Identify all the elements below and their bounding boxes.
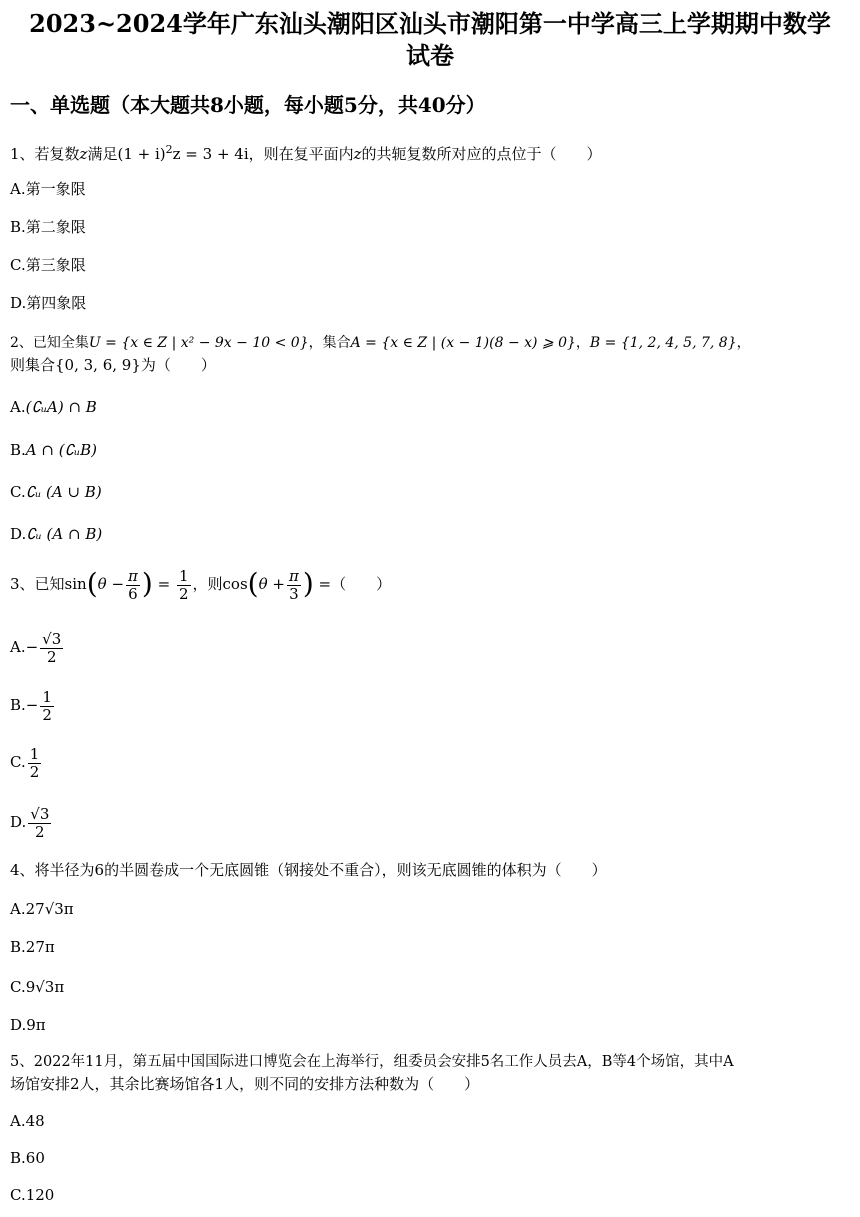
- q2-option-c: [10, 481, 102, 503]
- option-label: C.: [10, 483, 26, 501]
- question-3-stem: [10, 566, 391, 603]
- q3-text: 3、已知: [10, 575, 65, 593]
- q1-var-z: z: [79, 145, 88, 163]
- option-label: C.: [10, 753, 26, 771]
- paren-close: ): [141, 567, 153, 600]
- q3-sin: sin: [64, 575, 87, 593]
- frac-den: 3: [289, 584, 299, 603]
- q1-text: 1、若复数: [10, 145, 80, 163]
- option-label: B.: [10, 441, 26, 459]
- frac-den: 2: [29, 762, 40, 781]
- q2-set-b: B = {1, 2, 4, 5, 7, 8}: [589, 335, 737, 351]
- q1-text: ，则在复平面内: [248, 145, 354, 163]
- frac-num: 1: [29, 744, 40, 763]
- q2-set-u: U = {x ∈ Z | x² − 9x − 10 < 0}: [88, 335, 309, 351]
- q2-option-b: [10, 439, 97, 461]
- frac-den: 2: [35, 822, 45, 841]
- q3-theta: θ +: [258, 575, 285, 593]
- option-label: A.: [10, 398, 26, 416]
- q2-text: ，: [575, 335, 590, 351]
- q3-option-c: [10, 742, 43, 782]
- option-frac: [28, 746, 42, 781]
- q3-option-a: [10, 627, 65, 667]
- question-4-stem: 4、将半径为6的半圆卷成一个无底圆锥（钢接处不重合），则该无底圆锥的体积为（ ）: [10, 861, 607, 879]
- q1-option-d: D.第四象限: [10, 294, 87, 312]
- q1-option-a: A.第一象限: [10, 180, 86, 198]
- q4-option-b: B.27π: [10, 938, 55, 956]
- q3-frac-pi-3: [287, 568, 301, 603]
- q1-text: 满足: [87, 145, 118, 163]
- q1-text: 的共轭复数所对应的点位于（ ）: [361, 145, 602, 163]
- frac-num: 1: [42, 687, 52, 706]
- q1-var-z: z: [353, 145, 362, 163]
- q3-frac-1-2: [177, 568, 191, 603]
- q3-cos: cos: [222, 575, 248, 593]
- question-5-stem-line-2: 场馆安排2人，其余比赛场馆各1人，则不同的安排方法种数为（ ）: [10, 1075, 480, 1093]
- q5-option-c: C.120: [10, 1186, 55, 1204]
- q2-text: 为（ ）: [140, 356, 216, 374]
- frac-num: √3: [30, 804, 50, 823]
- q1-option-c: C.第三象限: [10, 256, 86, 274]
- q4-option-d: D.9π: [10, 1016, 46, 1034]
- q3-option-d: [10, 802, 53, 842]
- exam-title-line-2: 试卷: [406, 41, 454, 70]
- question-5-stem-line-1: 5、2022年11月，第五届中国国际进口博览会在上海举行，组委员会安排5名工作人员去A，B等4个场馆，其中A: [10, 1054, 734, 1070]
- option-math: ∁ᵤ (A ∪ B): [25, 483, 102, 501]
- q2-text: ，集合: [308, 335, 351, 351]
- option-frac: [40, 631, 63, 666]
- option-frac: [28, 806, 51, 841]
- q2-option-d: [10, 523, 102, 545]
- question-2-stem-line-2: [10, 354, 216, 376]
- q5-option-a: A.48: [10, 1112, 45, 1130]
- option-frac: [40, 689, 54, 724]
- option-math: A ∩ (∁ᵤB): [25, 441, 97, 459]
- q1-math: (1 + i): [117, 145, 166, 163]
- q2-option-a: [10, 396, 97, 418]
- option-label: D.: [10, 525, 27, 543]
- section-heading: 一、单选题（本大题共8小题，每小题5分，共40分）: [10, 93, 486, 117]
- option-label: D.: [10, 813, 27, 831]
- q2-target-set: {0, 3, 6, 9}: [55, 356, 141, 374]
- frac-den: 2: [42, 705, 52, 724]
- paren-open: (: [86, 567, 98, 600]
- q2-set-a: A = {x ∈ Z | (x − 1)(8 − x) ⩾ 0}: [350, 335, 576, 351]
- question-2-stem-line-1: [10, 332, 751, 354]
- frac-num: √3: [42, 629, 62, 648]
- q3-equals: =: [157, 575, 171, 593]
- q1-option-b: B.第二象限: [10, 218, 86, 236]
- question-1-stem: [10, 139, 602, 165]
- q4-option-c: C.9√3π: [10, 978, 65, 996]
- option-label: A.−: [10, 638, 39, 656]
- option-math: (∁ᵤA) ∩ B: [25, 398, 97, 416]
- q3-text: =（ ）: [318, 575, 392, 593]
- option-label: B.−: [10, 696, 39, 714]
- option-math: ∁ᵤ (A ∩ B): [26, 525, 103, 543]
- frac-den: 2: [46, 647, 57, 666]
- frac-den: 6: [128, 584, 138, 603]
- q3-frac-pi-6: [126, 568, 140, 603]
- paren-close: ): [302, 567, 314, 600]
- q1-math: z = 3 + 4i: [172, 145, 249, 163]
- exam-title-line-1: 2023~2024学年广东汕头潮阳区汕头市潮阳第一中学高三上学期期中数学: [29, 9, 831, 38]
- frac-num: 1: [178, 566, 189, 585]
- frac-den: 2: [178, 584, 189, 603]
- q3-theta: θ −: [97, 575, 125, 593]
- q3-text: ，则: [192, 575, 223, 593]
- frac-num: π: [128, 566, 138, 585]
- q2-text: ，: [736, 335, 751, 351]
- frac-num: π: [288, 566, 299, 585]
- q3-option-b: [10, 685, 56, 725]
- q2-text: 则集合: [10, 356, 56, 374]
- q1-exponent: 2: [165, 143, 173, 156]
- paren-open: (: [247, 567, 259, 600]
- q4-option-a: A.27√3π: [10, 900, 74, 918]
- q5-option-b: B.60: [10, 1149, 45, 1167]
- q2-text: 2、已知全集: [10, 335, 89, 351]
